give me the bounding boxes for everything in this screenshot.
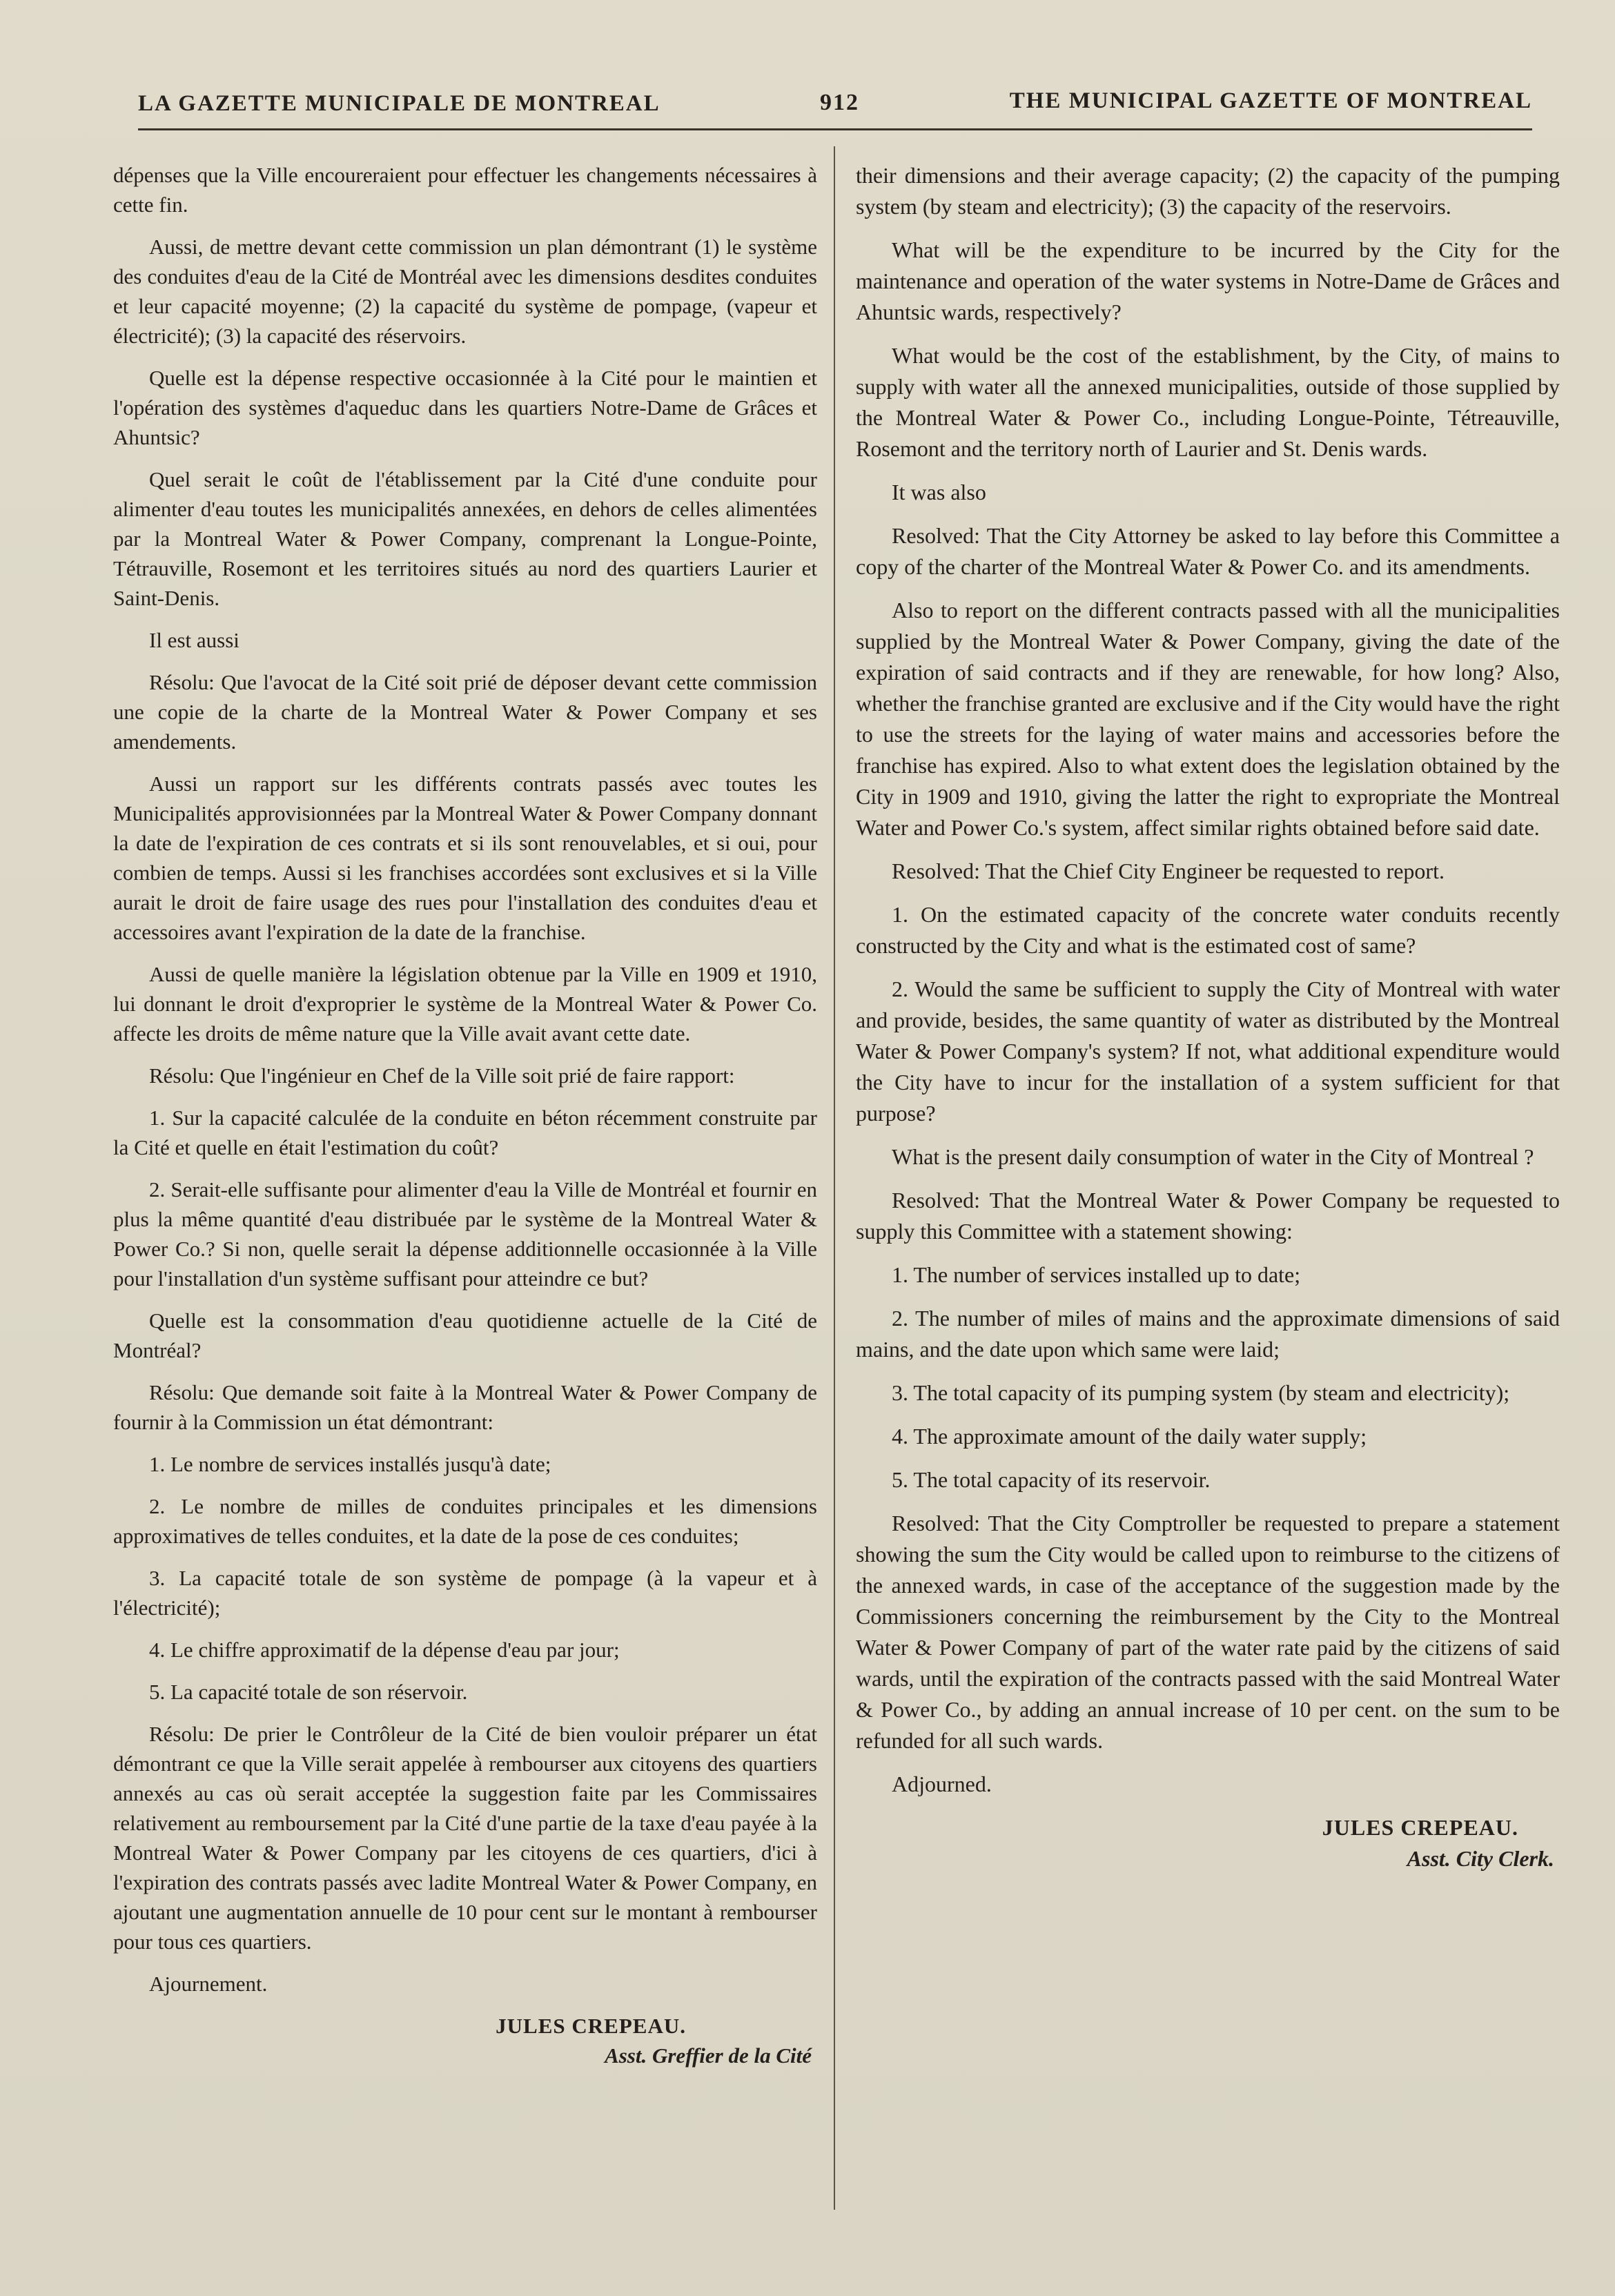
paragraph: Résolu: Que l'ingénieur en Chef de la Ville soit prié de faire rapport:	[149, 1063, 735, 1088]
paragraph: Resolved: That the Chief City Engineer be requested to report.	[892, 858, 1445, 883]
list-item: 5. La capacité totale de son réservoir.	[149, 1680, 468, 1704]
signature-block-english	[856, 1812, 1560, 1874]
paragraph: Résolu: Que l'avocat de la Cité soit prié de déposer devant cette commission une copie de la charte de la Montreal Water & Power Company et ses amendements.	[113, 670, 817, 754]
paragraph: Resolved: That the City Comptroller be requested to prepare a statement showing the sum the City would be called upon to reimburse to the citizens of the annexed wards, in case of the acceptance of the suggestion made by the Commissioners concerning the reimbursement by the City to the Montreal Water & Power Company of part of the water rate paid by the citizens of said wards, until the expiration of the contracts passed with the said Montreal Water & Power Co., by adding an annual increase of 10 per cent. on the sum to be refunded for all such wards.	[856, 1511, 1560, 1753]
signature-name: JULES CREPEAU.	[1322, 1815, 1518, 1840]
list-item: 1. The number of services installed up to date;	[892, 1262, 1301, 1287]
paragraph: Resolved: That the Montreal Water & Power Company be requested to supply this Committee with a statement showing:	[856, 1188, 1560, 1244]
paragraph: Il est aussi	[149, 628, 239, 652]
paragraph: What will be the expenditure to be incurred by the City for the maintenance and operation of the water systems in Notre-Dame de Grâces and Ahuntsic wards, respectively?	[856, 237, 1560, 324]
paragraph: Resolved: That the City Attorney be asked to lay before this Committee a copy of the charter of the Montreal Water & Power Co. and its amendments.	[856, 523, 1560, 579]
paragraph: Adjourned.	[892, 1772, 992, 1796]
paragraph: Quel serait le coût de l'établissement par la Cité d'une conduite pour alimenter d'eau toutes les municipalités annexées, en dehors de celles alimentées par la Montreal Water & Power Company, comprenant la Longue-Pointe, Tétrauville, Rosemont et les territoires situés au nord des quartiers Laurier et Saint-Denis.	[113, 467, 817, 610]
paragraph: It was also	[892, 480, 986, 504]
paragraph: Also to report on the different contracts passed with all the municipalities supplied by the Montreal Water & Power Company, giving the date of the expiration of said contracts and if they are renewable, for how long? Also, whether the franchise granted are exclusive and if the City would have the right to use the streets for the laying of water mains and accessories before the franchise has expired. Also to what extent does the legislation obtained by the City in 1909 and 1910, giving the latter the right to expropriate the Montreal Water and Power Co.'s system, affect similar rights obtained before said date.	[856, 598, 1560, 840]
right-column-english	[856, 160, 1560, 1874]
header-english-title: THE MUNICIPAL GAZETTE OF MONTREAL	[1009, 88, 1532, 113]
list-item: 4. The approximate amount of the daily water supply;	[892, 1424, 1367, 1449]
list-item: 2. Serait-elle suffisante pour alimenter d'eau la Ville de Montréal et fournir en plus la même quantité d'eau distribuée par le système de la Montreal Water & Power Co.? Si non, quelle serait la dépense additionnelle occasionnée à la Ville pour l'installation d'un système suffisant pour atteindre ce but?	[113, 1177, 817, 1291]
paragraph: Aussi, de mettre devant cette commission un plan démontrant (1) le système des conduites d'eau de la Cité de Montréal avec les dimensions desdites conduites et leur capacité moyenne; (2) la capacité du système de pompage, (vapeur et électricité); (3) la capacité des réservoirs.	[113, 235, 817, 348]
list-item: 2. The number of miles of mains and the approximate dimensions of said mains, and the date upon which same were laid;	[856, 1306, 1560, 1362]
paragraph: Quelle est la consommation d'eau quotidienne actuelle de la Cité de Montréal?	[113, 1308, 817, 1362]
column-divider	[834, 146, 835, 2210]
paragraph: Résolu: De prier le Contrôleur de la Cité de bien vouloir préparer un état démontrant ce que la Ville serait appelée à rembourser aux citoyens des quartiers annexés au cas où serait acceptée la suggestion faite par les Commissaires relativement au remboursement par la Cité d'une partie de la taxe d'eau payée à la Montreal Water & Power Company par les citoyens de ces quartiers, d'ici à l'expiration des contrats passés avec ladite Montreal Water & Power Company, en ajoutant une augmentation annuelle de 10 pour cent sur le montant à rembourser pour tous ces quartiers.	[113, 1722, 817, 1954]
list-item: 1. On the estimated capacity of the concrete water conduits recently constructed by the City and what is the estimated cost of same?	[856, 902, 1560, 958]
paragraph: Ajournement.	[149, 1972, 268, 1996]
paragraph: What would be the cost of the establishment, by the City, of mains to supply with water all the annexed municipalities, outside of those supplied by the Montreal Water & Power Co., including Longue-Pointe, Tétreauville, Rosemont and the territory north of Laurier and St. Denis wards.	[856, 343, 1560, 461]
signature-name: JULES CREPEAU.	[496, 2014, 686, 2038]
paragraph: dépenses que la Ville encoureraient pour effectuer les changements nécessaires à cette fin.	[113, 163, 817, 217]
paragraph: Aussi de quelle manière la législation obtenue par la Ville en 1909 et 1910, lui donnant le droit d'exproprier le système de la Montreal Water & Power Co. affecte les droits de même nature que la Ville avait avant cette date.	[113, 962, 817, 1046]
paragraph: What is the present daily consumption of water in the City of Montreal ?	[892, 1144, 1534, 1169]
paragraph: Quelle est la dépense respective occasionnée à la Cité pour le maintien et l'opération des systèmes d'aqueduc dans les quartiers Notre-Dame de Grâces et Ahuntsic?	[113, 366, 817, 449]
list-item: 1. Le nombre de services installés jusqu'à date;	[149, 1452, 551, 1476]
paragraph: Aussi un rapport sur les différents contrats passés avec toutes les Municipalités approvisionnées par la Montreal Water & Power Company donnant la date de l'expiration de ces contrats et si ils sont renouvelables, et si oui, pour combien de temps. Aussi si les franchises accordées sont exclusives et si la Ville aurait le droit de faire usage des rues pour l'installation des conduites d'eau et accessoires avant l'expiration de la date de la franchise.	[113, 772, 817, 944]
list-item: 1. Sur la capacité calculée de la conduite en béton récemment construite par la Cité et quelle en était l'estimation du coût?	[113, 1106, 817, 1159]
left-column-french	[113, 160, 817, 2070]
list-item: 4. Le chiffre approximatif de la dépense d'eau par jour;	[149, 1638, 620, 1662]
signature-title: Asst. City Clerk.	[1407, 1846, 1554, 1871]
list-item: 3. La capacité totale de son système de pompage (à la vapeur et à l'électricité);	[113, 1566, 817, 1620]
list-item: 3. The total capacity of its pumping system (by steam and electricity);	[892, 1380, 1510, 1405]
list-item: 2. Le nombre de milles de conduites principales et les dimensions approximatives de telles conduites, et la date de la pose de ces conduites;	[113, 1494, 817, 1548]
list-item: 2. Would the same be sufficient to supply the City of Montreal with water and provide, besides, the same quantity of water as distributed by the Montreal Water & Power Company's system? If not, what additional expenditure would the City have to incur for the installation of a system sufficient for that purpose?	[856, 977, 1560, 1126]
signature-block-french	[113, 2011, 817, 2070]
page-header	[138, 81, 1532, 123]
header-french-title: LA GAZETTE MUNICIPALE DE MONTREAL	[138, 91, 660, 116]
signature-title: Asst. Greffier de la Cité	[605, 2043, 812, 2068]
paragraph: their dimensions and their average capacity; (2) the capacity of the pumping system (by steam and electricity); (3) the capacity of the reservoirs.	[856, 163, 1560, 219]
list-item: 5. The total capacity of its reservoir.	[892, 1467, 1211, 1492]
header-rule	[138, 128, 1532, 130]
page-number: 912	[820, 90, 859, 115]
paragraph: Résolu: Que demande soit faite à la Montreal Water & Power Company de fournir à la Commission un état démontrant:	[113, 1380, 817, 1434]
